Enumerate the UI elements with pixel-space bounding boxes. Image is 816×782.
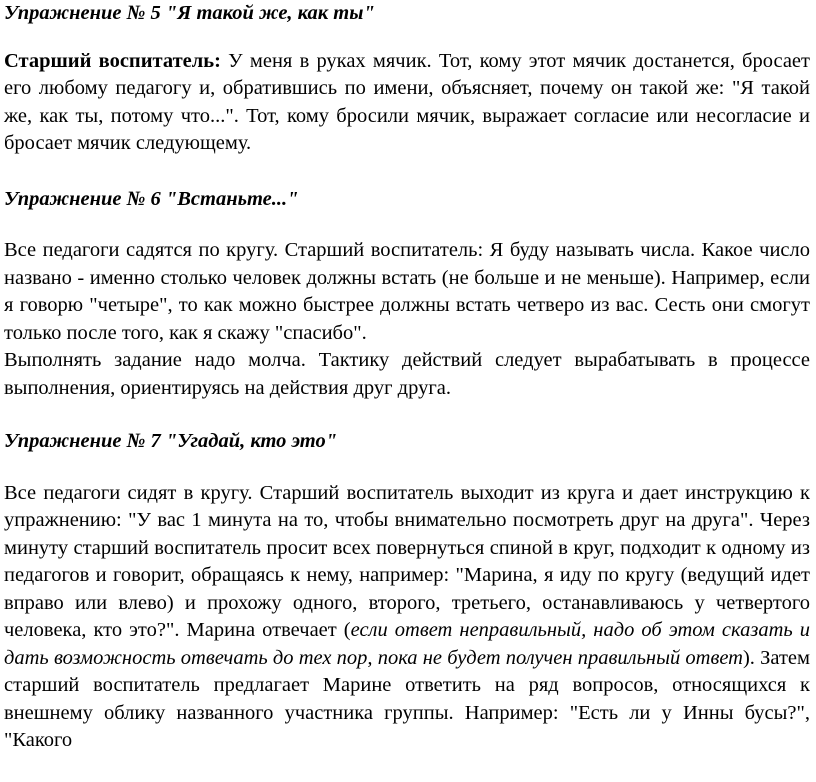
exercise-7-title: Упражнение № 7 "Угадай, кто это" [4, 430, 338, 452]
exercise-5-title: Упражнение № 5 "Я такой же, как ты" [4, 2, 375, 24]
exercise-5-text: У меня в руках мячик. Тот, кому этот мячик достанется, бросает его любому педагогу и, обратившись по имени, объясняет, почему он такой же: "Я такой же, как ты, потому что...". Тот, кому бросили мячик, выражает согласие или несогласие и бросает мячик следующему. [4, 49, 810, 154]
exercise-6-paragraph-2: Выполнять задание надо молча. Тактику действий следует вырабатывать в процессе выполнения, ориентируясь на действия друг друга. [4, 349, 810, 399]
exercise-7-text-start: Все педагоги сидят в кругу. Старший воспитатель выходит из круга и дает инструкцию к упражнению: "У вас 1 минута на то, чтобы внимательно посмотреть друг на друга". Через минуту старший воспитатель просит всех повернуться спиной в круг, подходит к одному из педагогов и говорит, обращаясь к нему, например: "Марина, я иду по кругу (ведущий идет вправо или влево) и прохожу одного, второго, третьего, останавливаюсь у четвертого человека, кто это?". Марина отвечает ( [4, 481, 810, 641]
speaker-label: Старший воспитатель: [4, 49, 221, 72]
exercise-7-italic-note: если ответ неправильный, надо об этом сказать и дать возможность отвечать до тех пор, пока не будет получен правильный ответ [4, 619, 810, 669]
exercise-6-title: Упражнение № 6 "Встаньте..." [4, 187, 299, 210]
exercise-6-paragraph-1: Все педагоги садятся по кругу. Старший воспитатель: Я буду называть числа. Какое число названо - именно столько человек должны встать (не больше и не меньше). Например, если я говорю "четыре", то как можно быстрее должны встать четверо из вас. Сесть они смогут только после того, как я скажу "спасибо". [4, 239, 810, 344]
exercise-7-text-end: ). Затем старший воспитатель предлагает Марине ответить на ряд вопросов, относящихся к внешнему облику названного участника группы. Например: "Есть ли у Инны бусы?", "Какого [4, 646, 810, 751]
exercise-5-paragraph [4, 48, 810, 158]
exercise-7-paragraph [4, 480, 810, 755]
